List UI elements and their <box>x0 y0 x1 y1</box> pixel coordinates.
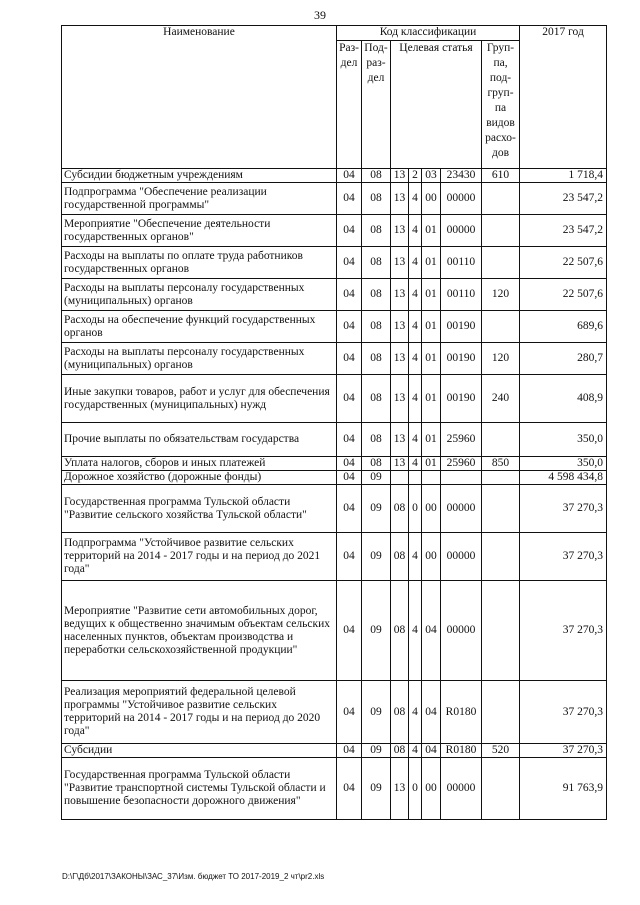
row-code-vr <box>482 215 520 247</box>
row-code-pr: 09 <box>362 581 391 681</box>
row-amount: 4 598 434,8 <box>520 471 607 485</box>
row-code-vr <box>482 581 520 681</box>
row-amount: 22 507,6 <box>520 247 607 279</box>
row-code-b: 4 <box>409 311 422 343</box>
row-code-b: 4 <box>409 215 422 247</box>
row-code-rz: 04 <box>337 681 362 744</box>
row-code-d: 25960 <box>441 423 482 457</box>
row-code-d: 00190 <box>441 375 482 423</box>
table-row <box>62 471 607 485</box>
row-code-a: 13 <box>391 423 409 457</box>
header-name: Наименование <box>62 26 337 169</box>
table-row <box>62 375 607 423</box>
row-code-pr: 08 <box>362 247 391 279</box>
table-row <box>62 311 607 343</box>
row-code-b: 2 <box>409 169 422 183</box>
row-code-rz: 04 <box>337 423 362 457</box>
row-name: Уплата налогов, сборов и иных платежей <box>62 457 337 471</box>
row-code-pr: 09 <box>362 758 391 820</box>
header-group: Груп-па, под-груп-па видов расхо-дов <box>482 41 520 169</box>
row-code-d: 00110 <box>441 279 482 311</box>
row-code-pr: 08 <box>362 311 391 343</box>
row-code-rz: 04 <box>337 311 362 343</box>
row-name: Подпрограмма "Обеспечение реализации государственной программы" <box>62 183 337 215</box>
row-code-c: 00 <box>422 533 441 581</box>
table-row <box>62 485 607 533</box>
row-code-vr <box>482 681 520 744</box>
row-code-d: 00000 <box>441 485 482 533</box>
row-amount: 689,6 <box>520 311 607 343</box>
row-code-c: 01 <box>422 343 441 375</box>
table-row <box>62 423 607 457</box>
row-code-c: 04 <box>422 744 441 758</box>
row-code-vr: 850 <box>482 457 520 471</box>
row-code-pr: 08 <box>362 279 391 311</box>
row-name: Мероприятие "Развитие сети автомобильных дорог, ведущих к общественно значимым объектам сельских населенных пунктов, объектам производства и переработки сельскохозяйственной продукции" <box>62 581 337 681</box>
table-row <box>62 279 607 311</box>
row-code-d: 00190 <box>441 311 482 343</box>
row-name: Субсидии бюджетным учреждениям <box>62 169 337 183</box>
row-amount: 408,9 <box>520 375 607 423</box>
row-code-c: 01 <box>422 247 441 279</box>
row-code-rz: 04 <box>337 485 362 533</box>
row-code-c: 01 <box>422 423 441 457</box>
row-code-pr: 09 <box>362 485 391 533</box>
row-name: Расходы на обеспечение функций государственных органов <box>62 311 337 343</box>
row-amount: 23 547,2 <box>520 215 607 247</box>
row-code-d: R0180 <box>441 681 482 744</box>
row-code-c: 04 <box>422 681 441 744</box>
row-code-a: 13 <box>391 215 409 247</box>
row-code-pr: 09 <box>362 744 391 758</box>
row-amount: 350,0 <box>520 423 607 457</box>
row-code-b: 4 <box>409 533 422 581</box>
row-amount: 91 763,9 <box>520 758 607 820</box>
row-code-pr: 08 <box>362 183 391 215</box>
row-code-b: 0 <box>409 485 422 533</box>
row-code-pr: 08 <box>362 343 391 375</box>
row-code-c: 01 <box>422 215 441 247</box>
row-code-c: 01 <box>422 279 441 311</box>
row-amount: 280,7 <box>520 343 607 375</box>
row-code-c: 01 <box>422 457 441 471</box>
table-row <box>62 343 607 375</box>
row-code-pr: 08 <box>362 423 391 457</box>
table-row <box>62 183 607 215</box>
row-code-b: 4 <box>409 375 422 423</box>
row-code-a: 13 <box>391 343 409 375</box>
row-code-c: 01 <box>422 311 441 343</box>
header-target: Целевая статья <box>391 41 482 169</box>
row-code-rz: 04 <box>337 471 362 485</box>
table-body <box>62 169 607 820</box>
row-name: Государственная программа Тульской области "Развитие сельского хозяйства Тульской области" <box>62 485 337 533</box>
row-code-a: 13 <box>391 457 409 471</box>
row-code-a: 13 <box>391 279 409 311</box>
table-row <box>62 457 607 471</box>
row-code-b: 4 <box>409 343 422 375</box>
row-amount: 37 270,3 <box>520 485 607 533</box>
row-amount: 22 507,6 <box>520 279 607 311</box>
table-row <box>62 247 607 279</box>
row-code-b: 4 <box>409 681 422 744</box>
row-code-pr: 09 <box>362 681 391 744</box>
row-amount: 37 270,3 <box>520 533 607 581</box>
row-code-a: 13 <box>391 758 409 820</box>
row-code-vr: 610 <box>482 169 520 183</box>
row-code-a: 08 <box>391 681 409 744</box>
row-name: Подпрограмма "Устойчивое развитие сельских территорий на 2014 - 2017 годы и на период до 2021 года" <box>62 533 337 581</box>
row-code-d: 00000 <box>441 533 482 581</box>
row-amount: 37 270,3 <box>520 681 607 744</box>
table-row <box>62 681 607 744</box>
row-code-b: 0 <box>409 758 422 820</box>
row-code-pr: 09 <box>362 471 391 485</box>
row-code-c: 00 <box>422 485 441 533</box>
row-code-vr: 240 <box>482 375 520 423</box>
row-code-d: 00110 <box>441 247 482 279</box>
row-code-c: 03 <box>422 169 441 183</box>
table-row <box>62 581 607 681</box>
row-code-a: 13 <box>391 311 409 343</box>
row-code-b: 4 <box>409 744 422 758</box>
page-number: 39 <box>314 8 326 22</box>
row-code-rz: 04 <box>337 279 362 311</box>
row-code-c: 00 <box>422 758 441 820</box>
table-row <box>62 758 607 820</box>
row-code-vr <box>482 485 520 533</box>
row-code-c <box>422 471 441 485</box>
row-code-rz: 04 <box>337 247 362 279</box>
row-code-rz: 04 <box>337 215 362 247</box>
row-code-rz: 04 <box>337 758 362 820</box>
row-code-c: 00 <box>422 183 441 215</box>
row-code-d: R0180 <box>441 744 482 758</box>
table-row <box>62 215 607 247</box>
row-code-vr: 120 <box>482 279 520 311</box>
row-code-pr: 08 <box>362 457 391 471</box>
row-code-rz: 04 <box>337 169 362 183</box>
row-code-b: 4 <box>409 457 422 471</box>
row-code-a: 13 <box>391 183 409 215</box>
row-name: Прочие выплаты по обязательствам государства <box>62 423 337 457</box>
header-year: 2017 год <box>520 26 607 169</box>
row-code-pr: 09 <box>362 533 391 581</box>
row-code-vr <box>482 758 520 820</box>
row-code-b: 4 <box>409 423 422 457</box>
row-code-b: 4 <box>409 183 422 215</box>
row-code-vr <box>482 247 520 279</box>
row-code-d: 00000 <box>441 183 482 215</box>
row-code-rz: 04 <box>337 343 362 375</box>
row-code-vr <box>482 183 520 215</box>
row-code-a: 13 <box>391 247 409 279</box>
row-code-rz: 04 <box>337 183 362 215</box>
row-code-d <box>441 471 482 485</box>
row-name: Реализация мероприятий федеральной целевой программы "Устойчивое развитие сельских территорий на 2014 - 2017 годы и на период до 2020 года" <box>62 681 337 744</box>
row-code-a: 13 <box>391 375 409 423</box>
row-code-rz: 04 <box>337 533 362 581</box>
row-code-a <box>391 471 409 485</box>
row-code-pr: 08 <box>362 375 391 423</box>
row-code-vr: 120 <box>482 343 520 375</box>
row-code-vr <box>482 471 520 485</box>
row-code-a: 13 <box>391 169 409 183</box>
row-code-b <box>409 471 422 485</box>
row-name: Дорожное хозяйство (дорожные фонды) <box>62 471 337 485</box>
row-code-pr: 08 <box>362 169 391 183</box>
row-code-rz: 04 <box>337 744 362 758</box>
row-amount: 37 270,3 <box>520 744 607 758</box>
row-code-rz: 04 <box>337 375 362 423</box>
row-code-c: 04 <box>422 581 441 681</box>
row-name: Субсидии <box>62 744 337 758</box>
row-code-d: 00000 <box>441 758 482 820</box>
row-code-d: 23430 <box>441 169 482 183</box>
row-code-vr <box>482 423 520 457</box>
row-code-d: 00000 <box>441 215 482 247</box>
row-name: Расходы на выплаты персоналу государственных (муниципальных) органов <box>62 279 337 311</box>
row-code-a: 08 <box>391 485 409 533</box>
row-code-rz: 04 <box>337 457 362 471</box>
table-row <box>62 744 607 758</box>
row-code-b: 4 <box>409 581 422 681</box>
row-amount: 1 718,4 <box>520 169 607 183</box>
row-name: Расходы на выплаты по оплате труда работников государственных органов <box>62 247 337 279</box>
row-code-c: 01 <box>422 375 441 423</box>
row-code-b: 4 <box>409 247 422 279</box>
row-code-rz: 04 <box>337 581 362 681</box>
row-name: Государственная программа Тульской области "Развитие транспортной системы Тульской области и повышение безопасности дорожного движения" <box>62 758 337 820</box>
row-code-a: 08 <box>391 744 409 758</box>
row-code-a: 08 <box>391 533 409 581</box>
row-code-d: 00190 <box>441 343 482 375</box>
row-code-d: 25960 <box>441 457 482 471</box>
table-row <box>62 533 607 581</box>
footer-file-path: D:\Г\Дб\2017\ЗАКОНЫ\ЗАС_37\Изм. бюджет ТО 2017-2019_2 чт\pr2.xls <box>62 872 325 881</box>
budget-table <box>61 25 607 820</box>
row-name: Расходы на выплаты персоналу государственных (муниципальных) органов <box>62 343 337 375</box>
row-amount: 37 270,3 <box>520 581 607 681</box>
row-name: Иные закупки товаров, работ и услуг для обеспечения государственных (муниципальных) нужд <box>62 375 337 423</box>
row-amount: 350,0 <box>520 457 607 471</box>
row-code-vr: 520 <box>482 744 520 758</box>
header-code: Код классификации <box>337 26 520 41</box>
header-razdel: Раз-дел <box>337 41 362 169</box>
row-amount: 23 547,2 <box>520 183 607 215</box>
row-name: Мероприятие "Обеспечение деятельности государственных органов" <box>62 215 337 247</box>
row-code-a: 08 <box>391 581 409 681</box>
header-podrazdel: Под-раз-дел <box>362 41 391 169</box>
row-code-b: 4 <box>409 279 422 311</box>
row-code-vr <box>482 533 520 581</box>
row-code-pr: 08 <box>362 215 391 247</box>
row-code-vr <box>482 311 520 343</box>
row-code-d: 00000 <box>441 581 482 681</box>
table-row <box>62 169 607 183</box>
